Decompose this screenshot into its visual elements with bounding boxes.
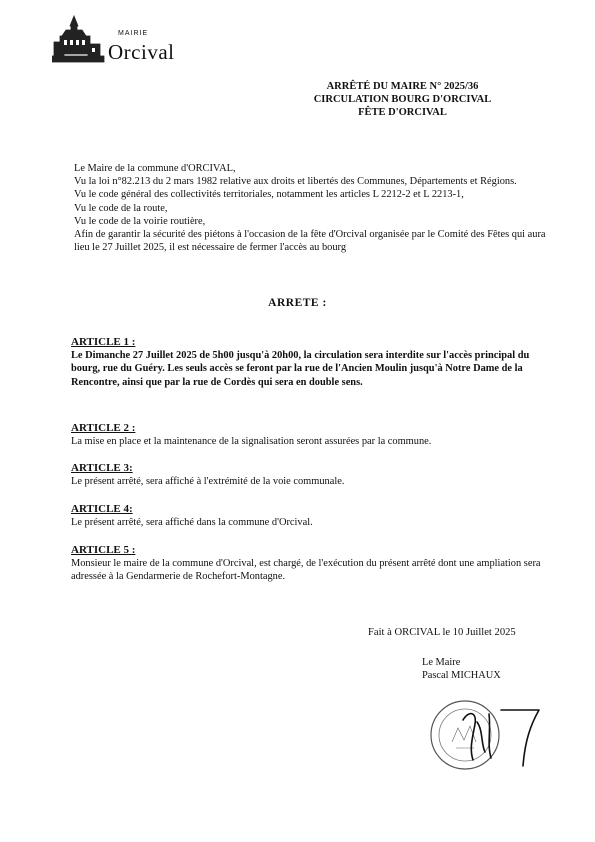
arrete-header bbox=[270, 80, 535, 119]
article-title: ARTICLE 1 : bbox=[71, 336, 136, 348]
mairie-logo bbox=[52, 12, 175, 74]
arrete-number: ARRÊTÉ DU MAIRE N° 2025/36 bbox=[326, 81, 479, 92]
arrete-subject: CIRCULATION BOURG D'ORCIVAL bbox=[313, 94, 492, 105]
article-text: Monsieur le maire de la commune d'Orcival, est chargé, de l'exécution du présent arrêté dont une ampliation sera adressée à la Gendarmerie de Rochefort-Montagne. bbox=[71, 558, 541, 583]
article-title: ARTICLE 5 : bbox=[71, 544, 136, 556]
article-4 bbox=[71, 503, 541, 529]
preamble-line: Vu le code général des collectivités territoriales, notamment les articles L 2212-2 et L 2213-1, bbox=[74, 189, 464, 201]
preamble-line: Vu la loi n°82.213 du 2 mars 1982 relative aux droits et libertés des Communes, Départements et Régions. bbox=[74, 176, 517, 188]
article-title: ARTICLE 4: bbox=[71, 503, 133, 515]
article-2 bbox=[71, 422, 541, 448]
preamble-line: Le Maire de la commune d'ORCIVAL, bbox=[74, 163, 236, 174]
article-5 bbox=[71, 544, 541, 584]
signatory-title: Le Maire bbox=[422, 657, 461, 668]
signatory-name: Pascal MICHAUX bbox=[422, 670, 501, 681]
article-text: Le Dimanche 27 Juillet 2025 de 5h00 jusqu'à 20h00, la circulation sera interdite sur l'accès principal du bourg, rue du Guéry. Les seuls accès se feront par la rue de l'Ancien Moulin jusqu'à Notre Dame de la Rencontre, ainsi que par la rue de Cordès qui sera en double sens. bbox=[71, 350, 530, 388]
article-text: Le présent arrêté, sera affiché à l'extrémité de la voie communale. bbox=[71, 476, 345, 487]
church-icon bbox=[52, 12, 112, 74]
fait-a-date: Fait à ORCIVAL le 10 Juillet 2025 bbox=[368, 627, 516, 638]
preamble-line: Vu le code de la route, bbox=[74, 202, 168, 214]
article-title: ARTICLE 2 : bbox=[71, 422, 136, 434]
article-1 bbox=[71, 336, 541, 389]
signature bbox=[455, 700, 555, 770]
article-text: La mise en place et la maintenance de la signalisation seront assurées par la commune. bbox=[71, 436, 432, 447]
arrete-heading: ARRETE : bbox=[268, 297, 327, 309]
preamble-line: Vu le code de la voirie routière, bbox=[74, 215, 206, 227]
arrete-event: FÊTE D'ORCIVAL bbox=[358, 107, 447, 118]
preamble bbox=[74, 162, 550, 254]
logo-mairie-text: MAIRIE bbox=[118, 30, 149, 37]
preamble-line: Afin de garantir la sécurité des piétons à l'occasion de la fête d'Orcival organisée par le Comité des Fêtes qui aura lieu le 27 Juillet 2025, il est nécessaire de fermer l'accès au bourg bbox=[74, 229, 546, 254]
article-title: ARTICLE 3: bbox=[71, 462, 133, 474]
logo-orcival-text: Orcival bbox=[108, 40, 175, 64]
article-text: Le présent arrêté, sera affiché dans la commune d'Orcival. bbox=[71, 517, 313, 528]
article-3 bbox=[71, 462, 541, 488]
